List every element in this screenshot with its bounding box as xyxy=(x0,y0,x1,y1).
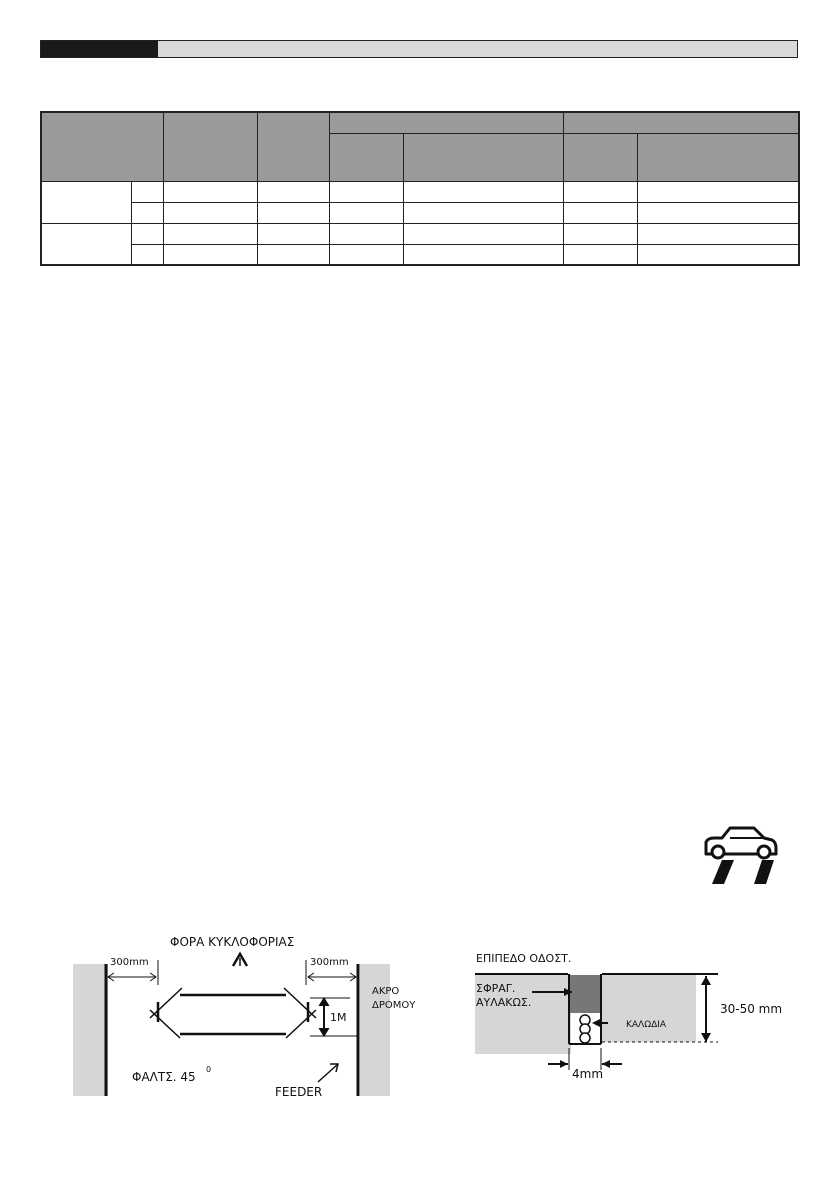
seal-label-line1: ΣΦΡΑΓ. xyxy=(476,982,516,995)
table-row xyxy=(41,244,799,265)
feeder-label: FEEDER xyxy=(275,1085,323,1099)
table-header-cell xyxy=(637,133,799,181)
road-level-label: ΕΠΙΠΕΔΟ ΟΔΟΣΤ. xyxy=(476,952,572,965)
seal-label-line2: ΑΥΛΑΚΩΣ. xyxy=(476,996,532,1009)
table-header-cell xyxy=(563,133,637,181)
table-header-cell xyxy=(403,133,563,181)
degree-symbol: 0 xyxy=(206,1065,212,1074)
right-distance-label: 300mm xyxy=(310,957,349,968)
table-header-cell xyxy=(41,112,163,181)
section-header-bar xyxy=(40,40,798,58)
table-group-cell xyxy=(41,181,131,223)
width-label: 4mm xyxy=(572,1067,604,1081)
cut-angle-label: ΦΑΛΤΣ. 45 xyxy=(132,1070,196,1084)
traffic-direction-label: ΦΟΡΑ ΚΥΚΛΟΦΟΡΙΑΣ xyxy=(170,935,295,949)
table-row xyxy=(41,223,799,244)
left-distance-label: 300mm xyxy=(110,957,149,968)
section-header-tab xyxy=(41,41,158,57)
slot-section-diagram xyxy=(472,948,792,1081)
table-group-cell xyxy=(41,223,131,265)
loop-layout-diagram xyxy=(70,930,416,1100)
cables-label: ΚΑΛΩΔΙΑ xyxy=(626,1020,667,1030)
table-header-cell xyxy=(163,112,257,181)
height-label: 1M xyxy=(330,1011,347,1024)
road-edge-label-line2: ΔΡΟΜΟΥ xyxy=(372,1000,416,1011)
car-on-road-icon xyxy=(700,822,780,886)
road-edge-label-line1: ΑΚΡΟ xyxy=(372,986,400,997)
table-header-group xyxy=(563,112,799,133)
table-header-cell xyxy=(329,133,403,181)
table-row xyxy=(41,181,799,202)
table-header-group xyxy=(329,112,563,133)
table-row xyxy=(41,202,799,223)
table-header-cell xyxy=(257,112,329,181)
spec-table xyxy=(40,111,800,266)
depth-label: 30-50 mm xyxy=(720,1002,783,1016)
